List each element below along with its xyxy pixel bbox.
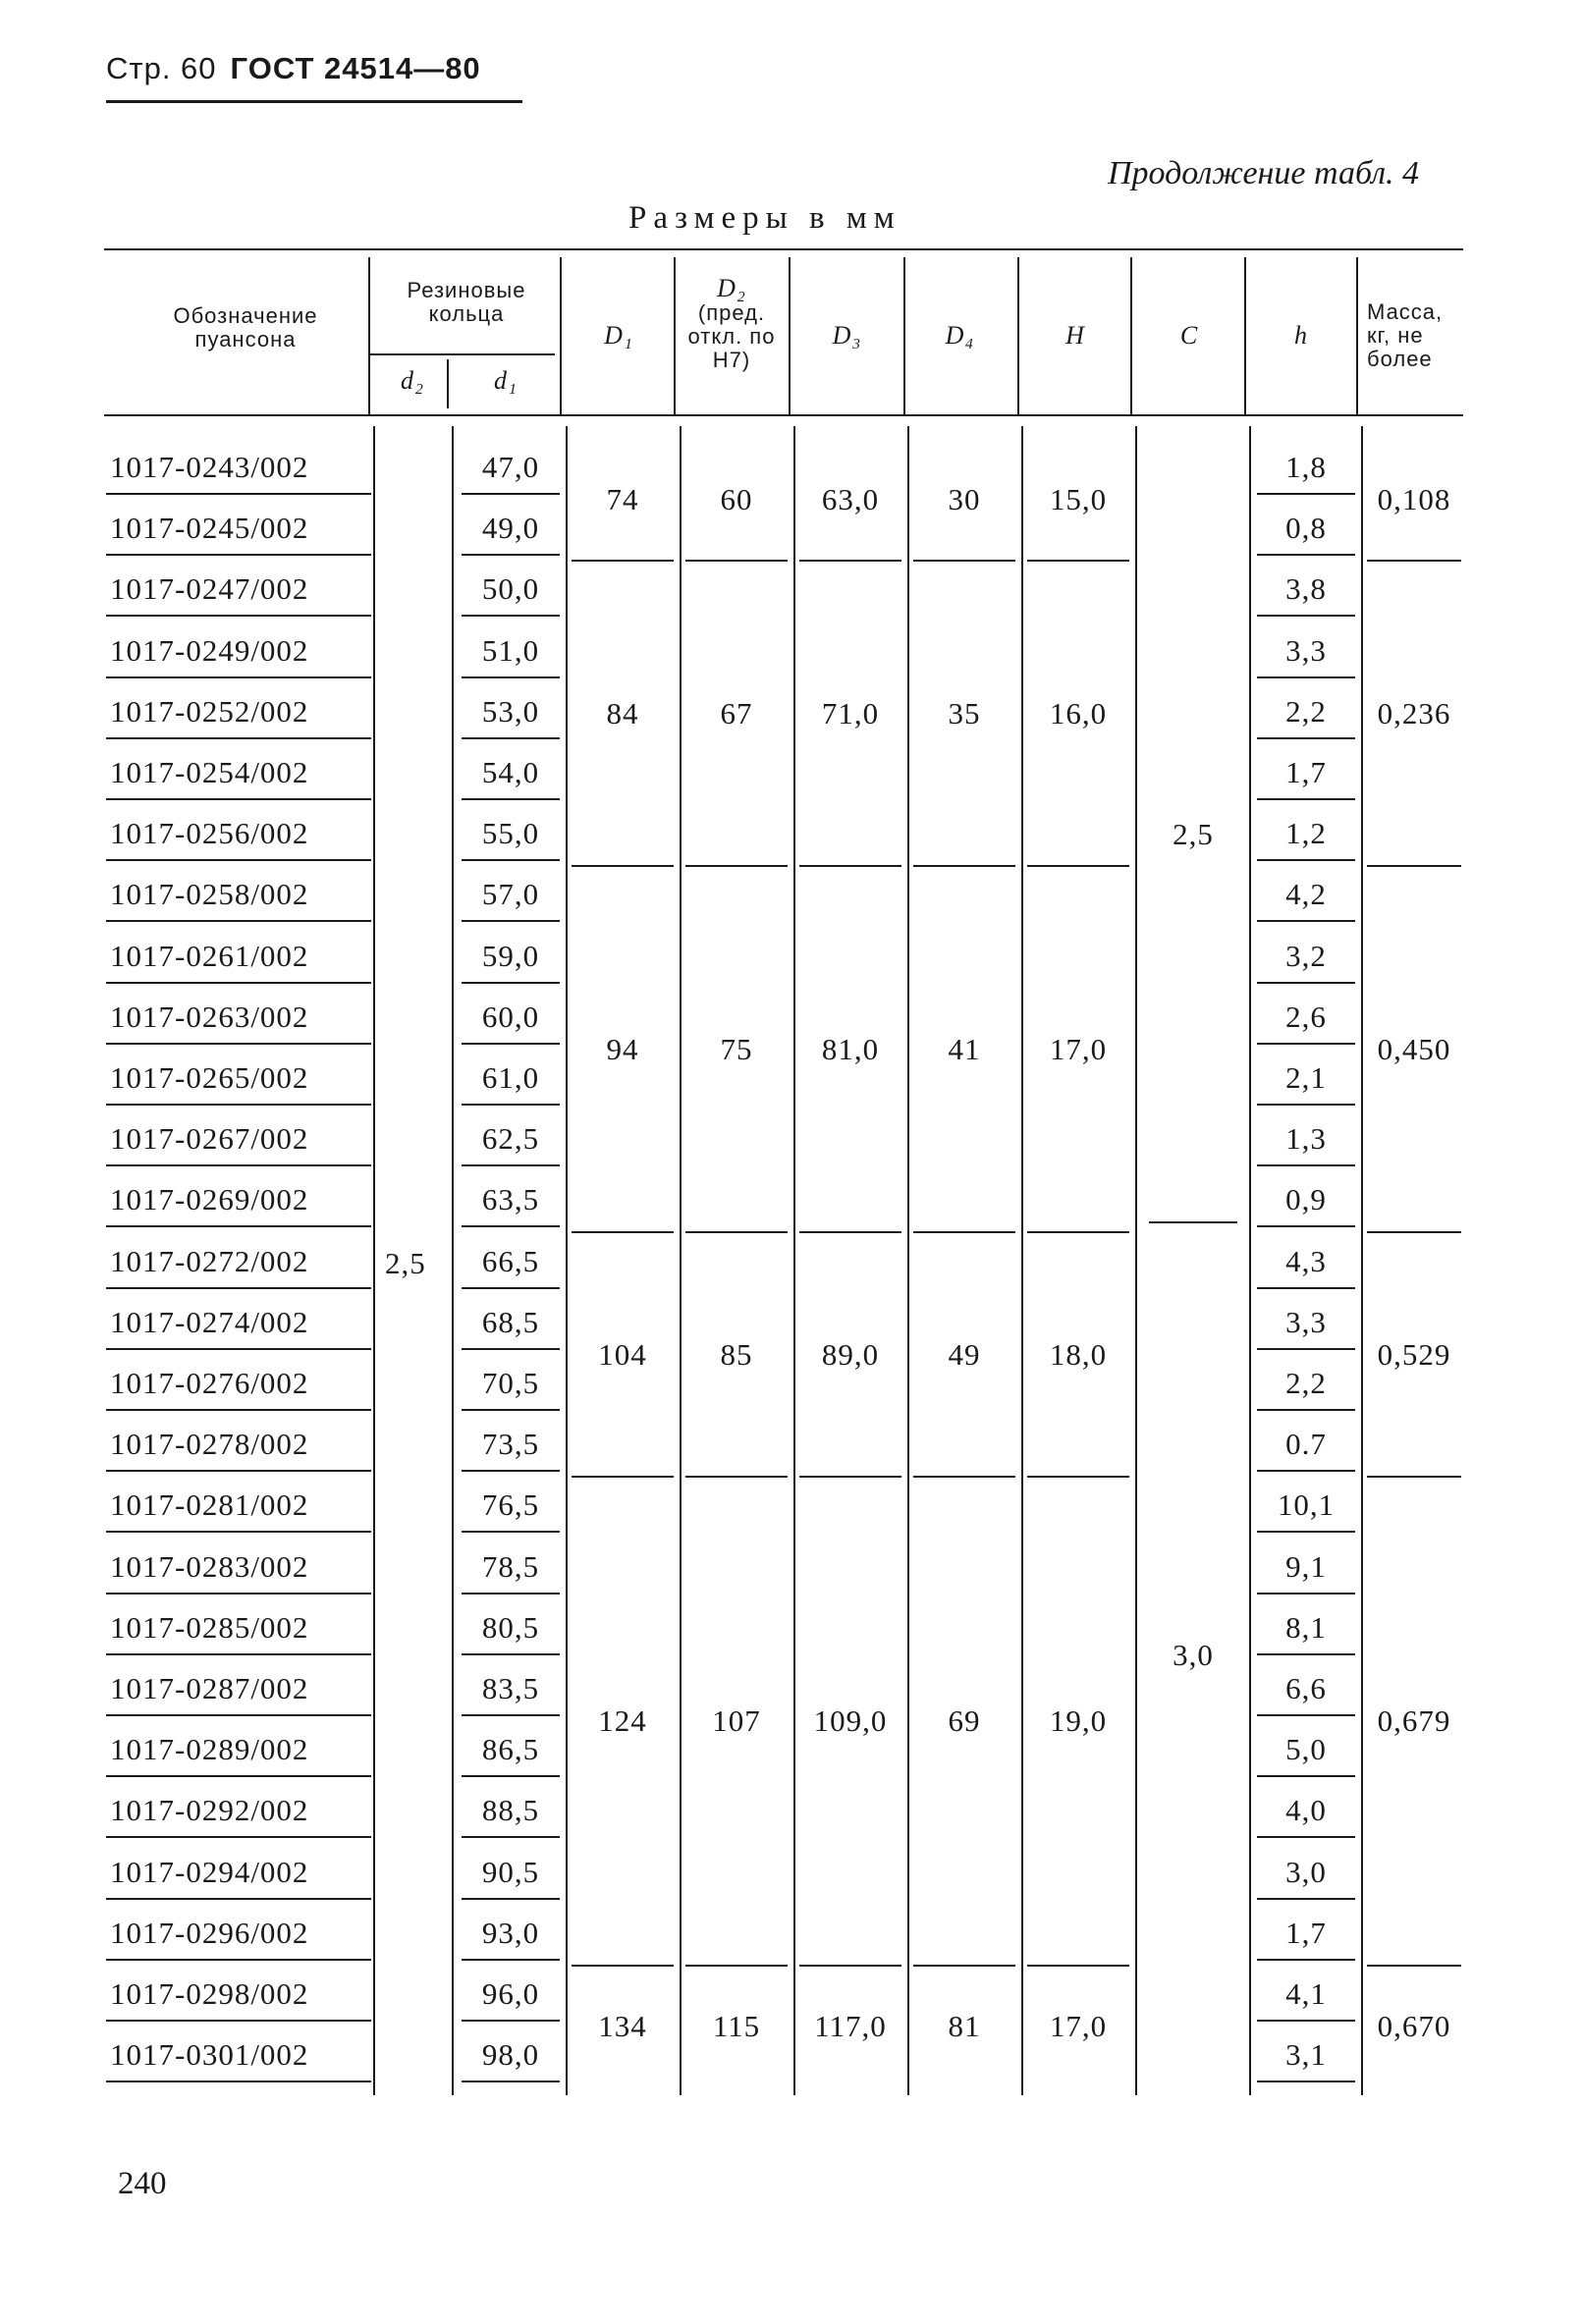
row-h: 3,3 [1285, 633, 1327, 668]
col-D3-header-text: D₃ [832, 321, 862, 350]
group-rule [799, 1965, 901, 1967]
row-h: 1,2 [1285, 816, 1327, 850]
body-separator [1135, 426, 1137, 2095]
group-rule [685, 865, 788, 867]
row-rule [106, 1898, 371, 1900]
row-rule [462, 1470, 560, 1472]
group-rule [1367, 865, 1461, 867]
row-designation: 1017-0287/002 [110, 1671, 309, 1705]
header-separator [1356, 257, 1358, 414]
row-d1: 66,5 [481, 1244, 540, 1278]
group-rule [685, 1231, 788, 1233]
row-rule [1257, 554, 1355, 556]
row-rule [462, 1959, 560, 1961]
col-d1-header [457, 366, 555, 395]
col-d1-header-text: d₁ [493, 366, 518, 395]
row-rule [462, 493, 560, 495]
group-D2: 107 [712, 1703, 761, 1738]
col-h-header-text: h [1294, 321, 1308, 350]
d2-value: 2,5 [385, 1246, 426, 1280]
row-rule [462, 1348, 560, 1350]
row-d1: 86,5 [481, 1732, 540, 1766]
col-rubber-rings-header: Резиновые кольца [407, 278, 526, 326]
group-D1: 94 [606, 1032, 639, 1066]
group-D2: 75 [720, 1032, 753, 1066]
col-D3-header [795, 321, 899, 350]
col-h-header [1248, 321, 1354, 350]
row-h: 10,1 [1277, 1487, 1336, 1522]
row-rule [106, 1287, 371, 1289]
row-designation: 1017-0247/002 [110, 571, 309, 606]
row-d1: 62,5 [481, 1121, 540, 1156]
group-rule [685, 1476, 788, 1478]
body-separator [907, 426, 909, 2095]
row-designation: 1017-0289/002 [110, 1732, 309, 1766]
header-separator [789, 257, 791, 414]
group-rule [1367, 560, 1461, 562]
row-designation: 1017-0245/002 [110, 511, 309, 545]
row-rule [106, 1593, 371, 1594]
row-d1: 51,0 [481, 633, 540, 668]
row-d1: 80,5 [481, 1610, 540, 1645]
page-number: 240 [118, 2166, 167, 2201]
row-h: 5,0 [1285, 1732, 1327, 1766]
row-rule [106, 798, 371, 800]
row-h: 8,1 [1285, 1610, 1327, 1645]
row-d1: 78,5 [481, 1549, 540, 1584]
row-designation: 1017-0278/002 [110, 1427, 309, 1461]
row-rule [106, 1775, 371, 1777]
group-H: 15,0 [1049, 482, 1108, 516]
group-H: 19,0 [1049, 1703, 1108, 1738]
row-rule [106, 615, 371, 617]
row-designation: 1017-0265/002 [110, 1060, 309, 1095]
col-D4-header-text: D₄ [945, 321, 975, 350]
col-designation-header: Обозначение пуансона [173, 303, 318, 351]
row-rule [106, 1836, 371, 1838]
group-D2: 60 [720, 482, 753, 516]
body-separator [1249, 426, 1251, 2095]
row-rule [106, 1959, 371, 1961]
row-rule [462, 1409, 560, 1411]
group-rule [1027, 1476, 1129, 1478]
row-d1: 61,0 [481, 1060, 540, 1095]
row-rule [1257, 1714, 1355, 1716]
row-rule [1257, 1836, 1355, 1838]
group-mass: 0,679 [1377, 1703, 1451, 1738]
group-rule [913, 1231, 1015, 1233]
c-group-2: 3,0 [1173, 1638, 1214, 1672]
row-h: 0,9 [1285, 1182, 1327, 1216]
group-D3: 63,0 [821, 482, 880, 516]
row-d1: 47,0 [481, 450, 540, 484]
row-rule [462, 1836, 560, 1838]
row-rule [1257, 1164, 1355, 1166]
row-h: 3,1 [1285, 2037, 1327, 2072]
row-d1: 96,0 [481, 1976, 540, 2011]
row-d1: 60,0 [481, 1000, 540, 1034]
group-D3: 89,0 [821, 1337, 880, 1372]
row-rule [1257, 920, 1355, 922]
body-separator [1021, 426, 1023, 2095]
group-rule [572, 560, 674, 562]
row-rule [106, 2081, 371, 2082]
group-D1: 134 [598, 2009, 647, 2043]
row-rule [1257, 676, 1355, 678]
group-rule [799, 1231, 901, 1233]
row-d1: 63,5 [481, 1182, 540, 1216]
row-designation: 1017-0254/002 [110, 755, 309, 789]
row-h: 4,3 [1285, 1244, 1327, 1278]
header-separator [1244, 257, 1246, 414]
row-d1: 73,5 [481, 1427, 540, 1461]
row-rule [462, 1104, 560, 1106]
row-rule [106, 493, 371, 495]
row-h: 2,6 [1285, 1000, 1327, 1034]
row-designation: 1017-0281/002 [110, 1487, 309, 1522]
row-rule [462, 1653, 560, 1655]
group-D2: 85 [720, 1337, 753, 1372]
row-rule [462, 1714, 560, 1716]
row-rule [462, 1531, 560, 1533]
header-bottom-rule [104, 414, 1463, 416]
group-rule [1367, 1476, 1461, 1478]
row-d1: 88,5 [481, 1793, 540, 1827]
row-designation: 1017-0294/002 [110, 1855, 309, 1889]
group-D4: 49 [948, 1337, 981, 1372]
row-d1: 53,0 [481, 694, 540, 729]
row-h: 3,8 [1285, 571, 1327, 606]
group-H: 18,0 [1049, 1337, 1108, 1372]
row-h: 4,2 [1285, 877, 1327, 911]
group-rule [572, 1231, 674, 1233]
row-rule [462, 554, 560, 556]
group-D4: 81 [948, 2009, 981, 2043]
group-D3: 81,0 [821, 1032, 880, 1066]
row-rule [106, 1043, 371, 1045]
group-rule [913, 1476, 1015, 1478]
group-mass: 0,236 [1377, 696, 1451, 730]
group-H: 16,0 [1049, 696, 1108, 730]
row-rule [1257, 1409, 1355, 1411]
row-designation: 1017-0274/002 [110, 1305, 309, 1339]
row-rule [1257, 1348, 1355, 1350]
row-rule [462, 920, 560, 922]
group-D3: 117,0 [814, 2009, 887, 2043]
row-rule [1257, 1593, 1355, 1594]
col-C-header [1135, 321, 1243, 350]
body-separator [452, 426, 454, 2095]
row-designation: 1017-0283/002 [110, 1549, 309, 1584]
body-separator [793, 426, 795, 2095]
row-d1: 98,0 [481, 2037, 540, 2072]
row-rule [1257, 1531, 1355, 1533]
row-rule [1257, 2020, 1355, 2022]
col-mass-header: Масса, кг, не более [1367, 299, 1444, 371]
header-rule [106, 100, 522, 103]
row-designation: 1017-0285/002 [110, 1610, 309, 1645]
row-rule [1257, 1104, 1355, 1106]
group-rule [799, 560, 901, 562]
row-rule [1257, 737, 1355, 739]
row-h: 1,8 [1285, 450, 1327, 484]
row-h: 4,0 [1285, 1793, 1327, 1827]
row-rule [462, 2081, 560, 2082]
table-top-rule [104, 248, 1463, 250]
row-designation: 1017-0252/002 [110, 694, 309, 729]
row-h: 3,0 [1285, 1855, 1327, 1889]
header-separator [368, 257, 370, 414]
row-d1: 83,5 [481, 1671, 540, 1705]
group-rule [685, 1965, 788, 1967]
group-H: 17,0 [1049, 2009, 1108, 2043]
body-separator [680, 426, 682, 2095]
col-D2-header [678, 274, 786, 372]
row-rule [1257, 1287, 1355, 1289]
row-d1: 93,0 [481, 1916, 540, 1950]
row-h: 9,1 [1285, 1549, 1327, 1584]
group-mass: 0,670 [1377, 2009, 1451, 2043]
group-rule [572, 1965, 674, 1967]
row-rule [106, 1470, 371, 1472]
row-h: 2,2 [1285, 1366, 1327, 1400]
page-header [106, 51, 481, 86]
row-rule [106, 859, 371, 861]
row-h: 1,3 [1285, 1121, 1327, 1156]
row-d1: 55,0 [481, 816, 540, 850]
group-D4: 35 [948, 696, 981, 730]
row-rule [462, 737, 560, 739]
row-rule [1257, 982, 1355, 984]
group-D1: 84 [606, 696, 639, 730]
page-label: Стр. 60 [106, 51, 217, 85]
header-separator [903, 257, 905, 414]
row-rule [462, 798, 560, 800]
group-mass: 0,108 [1377, 482, 1451, 516]
group-rule [572, 865, 674, 867]
row-rule [106, 982, 371, 984]
row-h: 1,7 [1285, 755, 1327, 789]
row-rule [1257, 798, 1355, 800]
group-D2: 67 [720, 696, 753, 730]
row-h: 2,1 [1285, 1060, 1327, 1095]
group-D1: 104 [598, 1337, 647, 1372]
header-separator [447, 359, 449, 408]
table-continuation-label: Продолжение табл. 4 [1108, 155, 1420, 191]
group-rule [913, 1965, 1015, 1967]
col-C-header-text: C [1179, 321, 1199, 350]
row-rule [106, 1409, 371, 1411]
row-h: 6,6 [1285, 1671, 1327, 1705]
group-D4: 30 [948, 482, 981, 516]
row-designation: 1017-0298/002 [110, 1976, 309, 2011]
row-rule [1257, 1959, 1355, 1961]
group-mass: 0,450 [1377, 1032, 1451, 1066]
row-h: 1,7 [1285, 1916, 1327, 1950]
row-d1: 49,0 [481, 511, 540, 545]
row-rule [462, 982, 560, 984]
group-D3: 109,0 [813, 1703, 888, 1738]
row-rule [462, 859, 560, 861]
row-rule [1257, 1898, 1355, 1900]
standard-label: ГОСТ 24514—80 [230, 51, 481, 85]
row-rule [1257, 1043, 1355, 1045]
row-rule [462, 1287, 560, 1289]
row-d1: 90,5 [481, 1855, 540, 1889]
group-mass: 0,529 [1377, 1337, 1451, 1372]
row-rule [1257, 859, 1355, 861]
row-designation: 1017-0269/002 [110, 1182, 309, 1216]
group-rule [913, 865, 1015, 867]
group-D2: 115 [712, 2009, 761, 2043]
header-separator [1130, 257, 1132, 414]
group-rule [572, 1476, 674, 1478]
row-designation: 1017-0292/002 [110, 1793, 309, 1827]
row-rule [462, 1775, 560, 1777]
row-rule [462, 1898, 560, 1900]
row-rule [1257, 1225, 1355, 1227]
col-D1-header [570, 321, 668, 350]
group-rule [685, 560, 788, 562]
row-rule [1257, 2081, 1355, 2082]
col-D2-header-text: D₂ [717, 274, 746, 302]
row-rule [462, 676, 560, 678]
row-h: 3,3 [1285, 1305, 1327, 1339]
row-rule [106, 920, 371, 922]
group-rule [913, 560, 1015, 562]
group-D3: 71,0 [821, 696, 880, 730]
row-designation: 1017-0276/002 [110, 1366, 309, 1400]
header-separator [1017, 257, 1019, 414]
row-h: 2,2 [1285, 694, 1327, 729]
units-caption: Размеры в мм [628, 200, 901, 236]
header-separator [674, 257, 676, 414]
row-rule [1257, 493, 1355, 495]
row-h: 4,1 [1285, 1976, 1327, 2011]
row-rule [1257, 1775, 1355, 1777]
group-rule [799, 1476, 901, 1478]
row-rule [1257, 1653, 1355, 1655]
row-d1: 59,0 [481, 939, 540, 973]
col-D2-note: (пред. откл. по H7) [687, 300, 776, 372]
row-rule [106, 1653, 371, 1655]
group-rule [799, 865, 901, 867]
col-D1-header-text: D₁ [604, 321, 633, 350]
row-rule [462, 1225, 560, 1227]
row-rule [462, 615, 560, 617]
row-h: 0.7 [1285, 1427, 1327, 1461]
group-H: 17,0 [1049, 1032, 1108, 1066]
row-d1: 70,5 [481, 1366, 540, 1400]
col-H-header-text: H [1065, 321, 1085, 350]
row-rule [106, 1225, 371, 1227]
row-h: 0,8 [1285, 511, 1327, 545]
group-rule [1367, 1965, 1461, 1967]
group-D1: 74 [606, 482, 639, 516]
c-group-rule [1149, 1221, 1237, 1223]
row-designation: 1017-0261/002 [110, 939, 309, 973]
row-h: 3,2 [1285, 939, 1327, 973]
group-rule [1027, 560, 1129, 562]
group-D4: 69 [948, 1703, 981, 1738]
col-H-header [1021, 321, 1129, 350]
row-rule [462, 1593, 560, 1594]
c-group-1: 2,5 [1173, 817, 1214, 851]
body-separator [1361, 426, 1363, 2095]
row-rule [106, 1164, 371, 1166]
row-designation: 1017-0263/002 [110, 1000, 309, 1034]
row-rule [1257, 615, 1355, 617]
row-rule [1257, 1470, 1355, 1472]
col-d2-header-text: d₂ [400, 366, 425, 395]
row-designation: 1017-0258/002 [110, 877, 309, 911]
row-d1: 68,5 [481, 1305, 540, 1339]
row-rule [106, 737, 371, 739]
row-designation: 1017-0301/002 [110, 2037, 309, 2072]
row-d1: 54,0 [481, 755, 540, 789]
row-d1: 50,0 [481, 571, 540, 606]
group-D1: 124 [598, 1703, 647, 1738]
row-designation: 1017-0267/002 [110, 1121, 309, 1156]
group-rule [1367, 1231, 1461, 1233]
row-designation: 1017-0256/002 [110, 816, 309, 850]
group-D4: 41 [948, 1032, 981, 1066]
row-designation: 1017-0296/002 [110, 1916, 309, 1950]
row-rule [462, 2020, 560, 2022]
header-separator [560, 257, 562, 414]
row-rule [106, 554, 371, 556]
col-d2-header [378, 366, 447, 395]
rings-subheader-rule [370, 353, 555, 355]
row-rule [106, 1104, 371, 1106]
row-rule [106, 676, 371, 678]
row-designation: 1017-0272/002 [110, 1244, 309, 1278]
row-rule [462, 1164, 560, 1166]
row-d1: 57,0 [481, 877, 540, 911]
group-rule [1027, 1965, 1129, 1967]
row-rule [106, 1348, 371, 1350]
row-designation: 1017-0249/002 [110, 633, 309, 668]
row-rule [462, 1043, 560, 1045]
row-rule [106, 2020, 371, 2022]
row-d1: 76,5 [481, 1487, 540, 1522]
group-rule [1027, 865, 1129, 867]
row-designation: 1017-0243/002 [110, 450, 309, 484]
group-rule [1027, 1231, 1129, 1233]
body-separator [566, 426, 568, 2095]
row-rule [106, 1531, 371, 1533]
col-D4-header [908, 321, 1011, 350]
body-separator [373, 426, 375, 2095]
row-rule [106, 1714, 371, 1716]
